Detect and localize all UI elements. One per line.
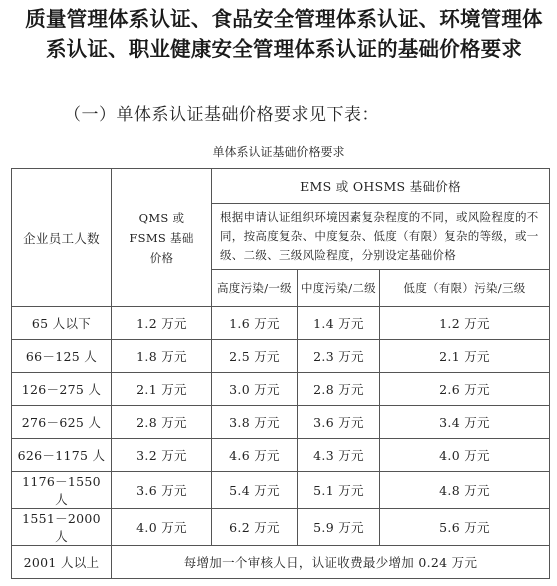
cell-mid: 1.4 万元 (298, 307, 380, 340)
header-level-high: 高度污染/一级 (212, 270, 298, 307)
table-row (12, 340, 550, 373)
header-employees: 企业员工人数 (12, 169, 112, 307)
cell-employees: 626－1175 人 (12, 439, 112, 472)
cell-high: 3.8 万元 (212, 406, 298, 439)
cell-employees: 2001 人以上 (12, 546, 112, 579)
cell-employees: 1551－2000 人 (12, 509, 112, 546)
cell-qms: 2.1 万元 (112, 373, 212, 406)
document-heading: 质量管理体系认证、食品安全管理体系认证、环境管理体系认证、职业健康安全管理体系认证的基础价格要求 (25, 7, 543, 61)
cell-employees: 276－625 人 (12, 406, 112, 439)
cell-low: 2.6 万元 (380, 373, 550, 406)
cell-high: 5.4 万元 (212, 472, 298, 509)
cell-high: 6.2 万元 (212, 509, 298, 546)
table-row (12, 439, 550, 472)
cell-mid: 4.3 万元 (298, 439, 380, 472)
cell-employees: 1176－1550 人 (12, 472, 112, 509)
cell-increment-note: 每增加一个审核人日，认证收费最少增加 0.24 万元 (112, 546, 550, 579)
table-row (12, 373, 550, 406)
cell-high: 2.5 万元 (212, 340, 298, 373)
table-row (12, 307, 550, 340)
cell-low: 4.0 万元 (380, 439, 550, 472)
header-ems-description: 根据申请认证组织环境因素复杂程度的不同，或风险程度的不同，按高度复杂、中度复杂、低度（有限）复杂的等级，或一级、二级、三级风险程度，分别设定基础价格 (212, 204, 550, 270)
table-row (12, 472, 550, 509)
cell-employees: 65 人以下 (12, 307, 112, 340)
cell-qms: 1.8 万元 (112, 340, 212, 373)
pricing-table-body (12, 169, 550, 579)
cell-high: 4.6 万元 (212, 439, 298, 472)
cell-employees: 66－125 人 (12, 340, 112, 373)
cell-mid: 5.1 万元 (298, 472, 380, 509)
table-row-last (12, 546, 550, 579)
cell-mid: 2.8 万元 (298, 373, 380, 406)
cell-employees: 126－275 人 (12, 373, 112, 406)
table-row (12, 406, 550, 439)
cell-qms: 3.6 万元 (112, 472, 212, 509)
section-subheading: （一）单体系认证基础价格要求见下表： (64, 105, 379, 125)
header-row-group (12, 169, 550, 204)
header-ems-ohsms: EMS 或 OHSMS 基础价格 (212, 169, 550, 204)
header-level-mid: 中度污染/二级 (298, 270, 380, 307)
table-row (12, 509, 550, 546)
cell-low: 3.4 万元 (380, 406, 550, 439)
cell-low: 1.2 万元 (380, 307, 550, 340)
cell-qms: 1.2 万元 (112, 307, 212, 340)
cell-mid: 5.9 万元 (298, 509, 380, 546)
cell-high: 3.0 万元 (212, 373, 298, 406)
cell-low: 5.6 万元 (380, 509, 550, 546)
pricing-table (11, 168, 550, 579)
table-caption: 单体系认证基础价格要求 (212, 145, 345, 159)
cell-qms: 3.2 万元 (112, 439, 212, 472)
cell-qms: 4.0 万元 (112, 509, 212, 546)
header-level-low: 低度（有限）污染/三级 (380, 270, 550, 307)
cell-low: 2.1 万元 (380, 340, 550, 373)
header-qms-fsms: QMS 或 FSMS 基础价格 (112, 169, 212, 307)
cell-qms: 2.8 万元 (112, 406, 212, 439)
cell-mid: 3.6 万元 (298, 406, 380, 439)
cell-high: 1.6 万元 (212, 307, 298, 340)
cell-low: 4.8 万元 (380, 472, 550, 509)
cell-mid: 2.3 万元 (298, 340, 380, 373)
